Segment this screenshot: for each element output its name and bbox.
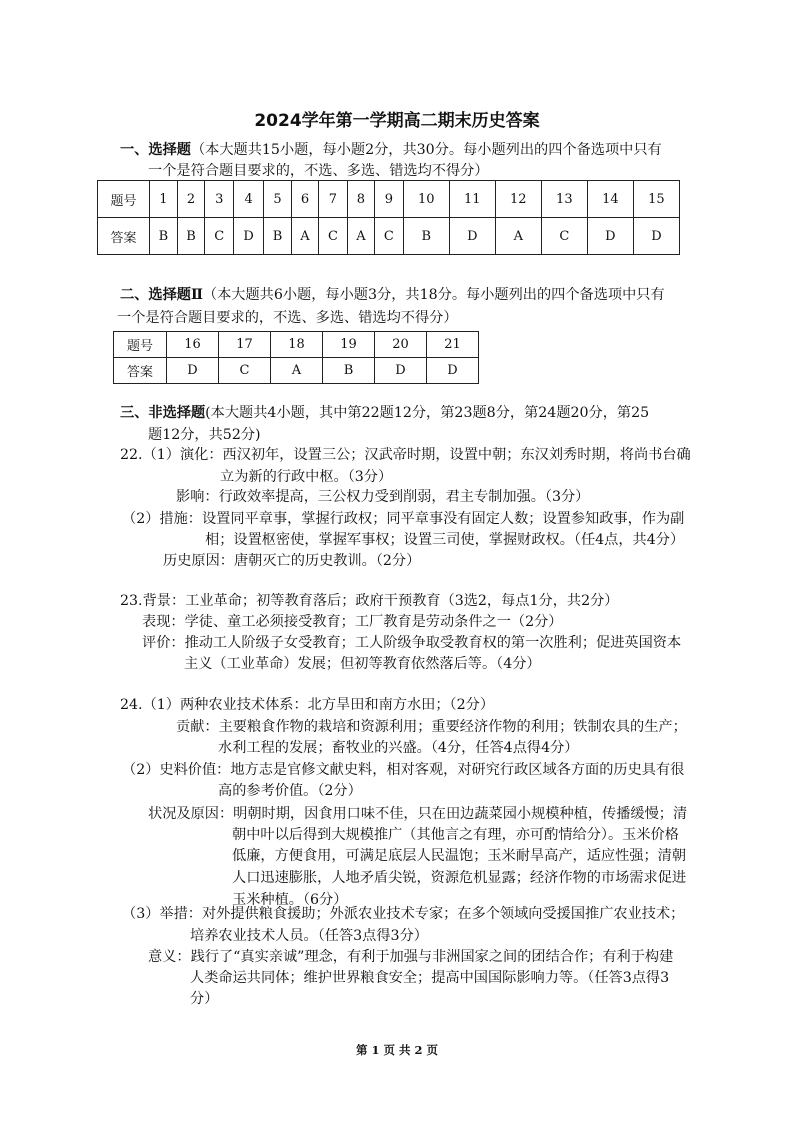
answer-cell: B xyxy=(177,218,205,255)
section1-desc: （本大题共15小题，每小题2分，共30分。每小题列出的四个备选项中只有 xyxy=(190,142,662,158)
answer-line: 意义：践行了“真实亲诚”理念，有利于加强与非洲国家之间的团结合作；有利于构建 xyxy=(148,949,674,965)
answer-line: 朝中叶以后得到大规模推广（其他言之有理，亦可酌情给分）。玉米价格 xyxy=(232,827,679,843)
row-header: 题号 xyxy=(98,181,150,218)
answer-cell: B xyxy=(403,218,449,255)
section3-desc: (本大题共4小题，其中第22题12分，第23题8分，第24题20分，第25 xyxy=(205,405,650,421)
answer-cell: C xyxy=(541,218,587,255)
answer-cell: C xyxy=(319,218,348,255)
section1-heading xyxy=(120,140,662,160)
answer-cell: C xyxy=(219,358,271,384)
question-number-cell: 8 xyxy=(347,181,374,218)
answer-cell: B xyxy=(150,218,178,255)
question-number-cell: 10 xyxy=(403,181,449,218)
answer-line: 低廉，方便食用，可满足底层人民温饱；玉米耐旱高产，适应性强；清朝 xyxy=(232,848,687,864)
answer-cell: D xyxy=(167,358,219,384)
answer-table-2 xyxy=(113,331,479,384)
question-number-cell: 16 xyxy=(167,332,219,358)
section1-label: 一、选择题 xyxy=(120,142,191,158)
question-number-cell: 13 xyxy=(541,181,587,218)
section2-label: 二、选择题Ⅱ xyxy=(120,287,203,303)
answer-line: 水利工程的发展；畜牧业的兴盛。（4分，任答4点得4分） xyxy=(218,740,579,756)
page-footer: 第 1 页 共 2 页 xyxy=(355,1043,439,1057)
question-number-cell: 12 xyxy=(495,181,541,218)
answer-line: （2）史料价值：地方志是官修文献史料，相对客观，对研究行政区域各方面的历史具有很 xyxy=(122,762,685,778)
question-number-cell: 15 xyxy=(633,181,679,218)
row-header: 答案 xyxy=(114,358,167,384)
section3-label: 三、非选择题 xyxy=(120,405,206,421)
table-row-questions xyxy=(114,332,479,358)
answer-cell: A xyxy=(495,218,541,255)
question-number-cell: 17 xyxy=(219,332,271,358)
table-row-questions xyxy=(98,181,680,218)
answer-line: 相；设置枢密使，掌握军事权；设置三司使，掌握财政权。（任4点，共4分） xyxy=(205,532,685,548)
answer-cell: A xyxy=(291,218,318,255)
page-title: 2024学年第一学期高二期末历史答案 xyxy=(254,111,540,131)
question-number-cell: 21 xyxy=(427,332,479,358)
answer-cell: D xyxy=(427,358,479,384)
answer-line: 人口迅速膨胀，人地矛盾尖锐，资源危机显露；经济作物的市场需求促进 xyxy=(232,870,687,886)
question-number-cell: 7 xyxy=(319,181,348,218)
question-number-cell: 20 xyxy=(375,332,427,358)
answer-line: （3）举措：对外提供粮食援助；外派农业技术专家；在多个领域向受援国推广农业技术； xyxy=(122,906,685,922)
row-header: 题号 xyxy=(114,332,167,358)
answer-line: 培养农业技术人员。（任答3点得3分） xyxy=(190,928,428,944)
question-number-cell: 3 xyxy=(205,181,234,218)
section2-desc: （本大题共6小题，每小题3分，共18分。每小题列出的四个备选项中只有 xyxy=(202,287,665,303)
answer-cell: D xyxy=(449,218,495,255)
answer-line: 玉米种植。（6分） xyxy=(232,892,348,908)
question-number-cell: 11 xyxy=(449,181,495,218)
answer-cell: C xyxy=(205,218,234,255)
answer-line: 表现：学徒、童工必须接受教育；工厂教育是劳动条件之一（2分） xyxy=(142,614,563,630)
table-row-answers xyxy=(114,358,479,384)
answer-line: 影响：行政效率提高，三公权力受到削弱，君主专制加强。（3分） xyxy=(176,489,590,505)
answer-line: 状况及原因：明朝时期，因食用口味不佳，只在田边蔬菜园小规模种植，传播缓慢；清 xyxy=(148,806,688,822)
question-number-cell: 2 xyxy=(177,181,205,218)
answer-line: 立为新的行政中枢。（3分） xyxy=(220,469,393,485)
question-number-cell: 19 xyxy=(323,332,375,358)
section2-desc-cont: 一个是符合题目要求的，不选、多选、错选均不得分） xyxy=(117,310,458,326)
row-header: 答案 xyxy=(98,218,150,255)
answer-cell: A xyxy=(271,358,323,384)
answer-line: 主义（工业革命）发展；但初等教育依然落后等。（4分） xyxy=(184,656,541,672)
answer-cell: D xyxy=(375,358,427,384)
answer-line: （2）措施：设置同平章事，掌握行政权；同平章事没有固定人数；设置参知政事，作为副 xyxy=(122,511,685,527)
question-number-cell: 9 xyxy=(375,181,404,218)
answer-table-1 xyxy=(97,180,680,255)
answer-line: 23.背景：工业革命；初等教育落后；政府干预教育（3选2，每点1分，共2分） xyxy=(120,593,619,609)
answer-cell: B xyxy=(323,358,375,384)
question-number-cell: 4 xyxy=(234,181,264,218)
question-number-cell: 18 xyxy=(271,332,323,358)
answer-cell: C xyxy=(375,218,404,255)
answer-line: 人类命运共同体；维护世界粮食安全；提高中国国际影响力等。（任答3点得3 xyxy=(190,970,670,986)
answer-line: 24.（1）两种农业技术体系：北方旱田和南方水田；（2分） xyxy=(120,697,495,713)
answer-cell: A xyxy=(347,218,374,255)
section3-heading xyxy=(120,403,649,423)
answer-line: 分） xyxy=(190,991,219,1007)
question-number-cell: 14 xyxy=(587,181,633,218)
answer-cell: B xyxy=(264,218,292,255)
question-number-cell: 6 xyxy=(291,181,318,218)
answer-cell: D xyxy=(234,218,264,255)
question-number-cell: 5 xyxy=(264,181,292,218)
answer-line: 历史原因：唐朝灭亡的历史教训。（2分） xyxy=(163,553,421,569)
section3-desc-cont: 题12分，共52分) xyxy=(148,427,261,443)
section2-heading xyxy=(120,285,665,305)
answer-cell: D xyxy=(633,218,679,255)
question-number-cell: 1 xyxy=(150,181,178,218)
answer-line: 贡献：主要粮食作物的栽培和资源利用；重要经济作物的利用；铁制农具的生产； xyxy=(176,719,687,735)
table-row-answers xyxy=(98,218,680,255)
section1-desc-cont: 一个是符合题目要求的，不选、多选、错选均不得分） xyxy=(148,163,489,179)
answer-line: 高的参考价值。（2分） xyxy=(218,783,362,799)
answer-cell: D xyxy=(587,218,633,255)
answer-line: 评价：推动工人阶级子女受教育；工人阶级争取受教育权的第一次胜利；促进英国资本 xyxy=(142,635,682,651)
answer-line: 22.（1）演化：西汉初年，设置三公；汉武帝时期，设置中朝；东汉刘秀时期，将尚书台确 xyxy=(120,447,691,463)
